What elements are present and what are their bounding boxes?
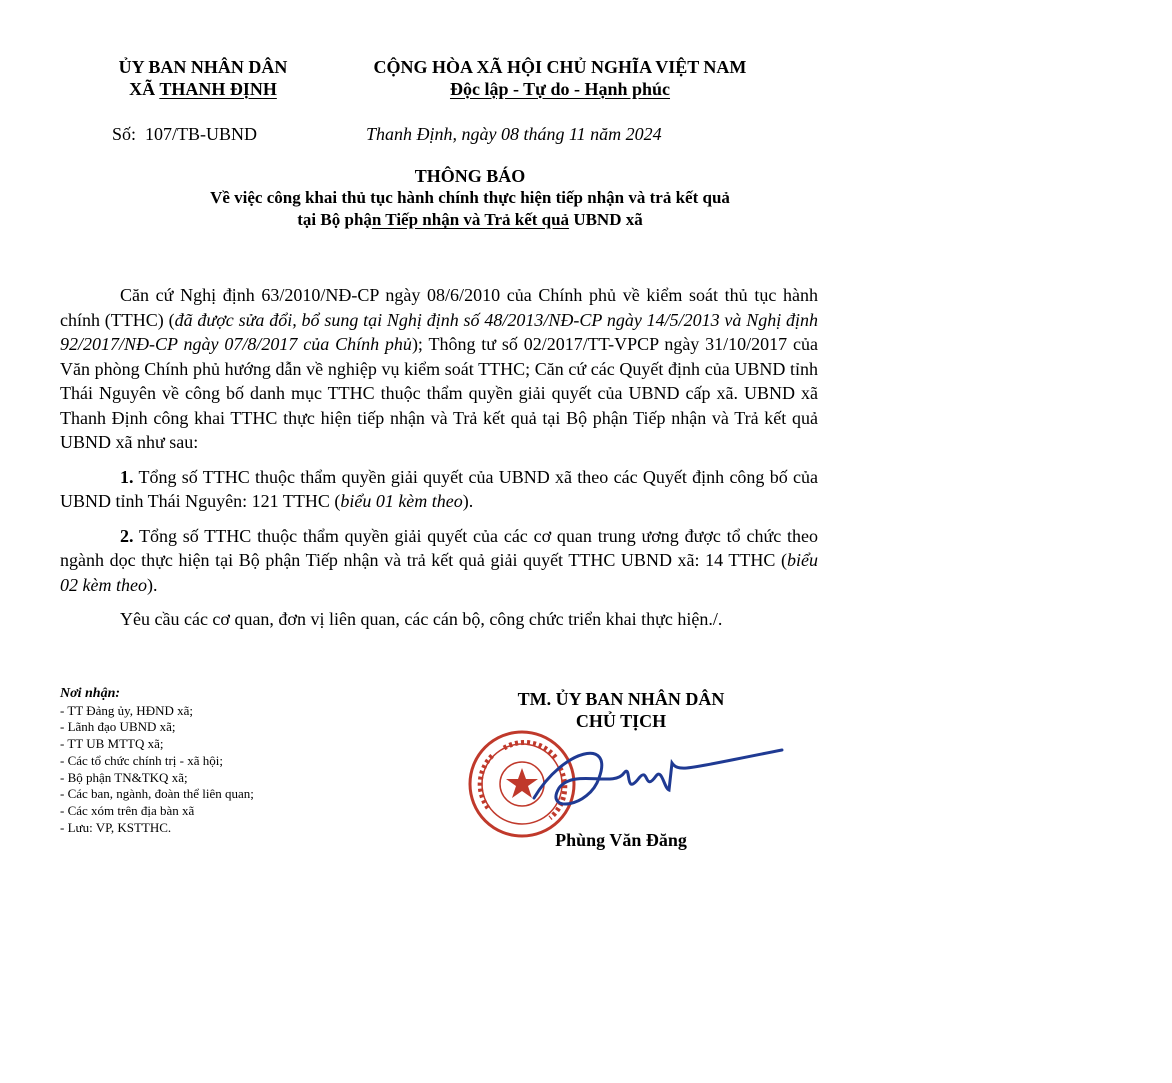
item-2-number: 2.	[120, 525, 134, 546]
item-1-paragraph	[60, 465, 818, 514]
recipient-item: - Lưu: VP, KSTTHC.	[60, 819, 172, 835]
recipient-item: - Các tổ chức chính trị - xã hội;	[60, 752, 223, 768]
document-number-value: 107/TB-UBND	[145, 124, 258, 144]
national-motto	[320, 56, 800, 100]
document-title: THÔNG BÁO	[414, 166, 526, 186]
signer-name: Phùng Văn Đăng	[555, 830, 687, 850]
national-motto-line: Độc lập - Tự do - Hạnh phúc	[449, 79, 671, 99]
recipients-label: Nơi nhận:	[60, 686, 121, 701]
document-title-block	[60, 165, 880, 231]
legal-basis-italic: đã được sửa đổi, bổ sung tại Nghị định số 48/2013/NĐ-CP ngày 14/5/2013 và Nghị định 92/2017/NĐ-CP ngày 07/8/2017 của Chính phủ	[60, 309, 819, 354]
recipient-item: - Bộ phận TN&TKQ xã;	[60, 769, 188, 785]
subtitle-underlined: n Tiếp nhận và Trả kết quả	[371, 210, 570, 229]
item-1-number: 1.	[120, 466, 134, 487]
national-title: CỘNG HÒA XÃ HỘI CHỦ NGHĨA VIỆT NAM	[373, 57, 747, 77]
official-seal-icon	[470, 732, 574, 836]
document-number-label: Số:	[112, 124, 137, 144]
issuing-authority-line1: ỦY BAN NHÂN DÂN	[118, 57, 288, 77]
item-2-paragraph	[60, 524, 818, 598]
legal-basis-text-b: ); Thông tư số 02/2017/TT-VPCP ngày 31/10/2017 của Văn phòng Chính phủ hướng dẫn về nghiệp vụ kiểm soát TTHC; Căn cứ các Quyết định của UBND tỉnh Thái Nguyên về công bố danh mục TTHC thuộc thẩm quyền giải quyết của UBND cấp xã. UBND xã Thanh Định công khai TTHC thực hiện tiếp nhận và Trả kết quả tại Bộ phận Tiếp nhận và Trả kết quả UBND xã như sau:	[60, 334, 818, 452]
legal-basis-paragraph	[60, 283, 818, 455]
item-1-text: Tổng số TTHC thuộc thẩm quyền giải quyết của UBND xã theo các Quyết định công bố của UBND tỉnh Thái Nguyên: 121 TTHC (	[60, 466, 818, 511]
recipient-item: - Các xóm trên địa bàn xã	[60, 802, 195, 818]
recipient-item: - Lãnh đạo UBND xã;	[60, 719, 176, 735]
signature-title: TM. ỦY BAN NHÂN DÂN	[517, 689, 725, 709]
legal-basis-text-a: Căn cứ Nghị định 63/2010/NĐ-CP ngày 08/6/2010 của Chính phủ về kiểm soát thủ tục hành chính (TTHC) (	[60, 285, 818, 330]
recipients-list	[60, 703, 380, 837]
recipient-item: - Các ban, ngành, đoàn thể liên quan;	[60, 786, 254, 802]
item-2-end: ).	[146, 574, 158, 595]
signature-block	[466, 688, 776, 732]
item-1-italic: biểu 01 kèm theo	[340, 491, 463, 511]
subtitle-suffix: UBND xã	[569, 210, 643, 229]
subtitle-prefix: tại Bộ phậ	[297, 210, 372, 229]
recipients-block	[60, 686, 380, 836]
document-number	[112, 124, 257, 145]
document-subtitle-line1: Về việc công khai thủ tục hành chính thực hiện tiếp nhận và trả kết quả	[210, 188, 730, 207]
issuing-authority-name: THANH ĐỊNH	[159, 79, 277, 99]
document-body	[60, 283, 818, 638]
recipient-item: - TT Đảng ủy, HĐND xã;	[60, 702, 193, 718]
recipient-item: - TT UB MTTQ xã;	[60, 736, 164, 752]
item-1-end: ).	[462, 491, 474, 511]
item-2-text: Tổng số TTHC thuộc thẩm quyền giải quyết của các cơ quan trung ương được tổ chức theo ngành dọc thực hiện tại Bộ phận Tiếp nhận và trả kết quả giải quyết TTHC UBND xã: 14 TTHC (	[60, 525, 818, 570]
item-2-italic: biểu 02 kèm theo	[60, 550, 818, 595]
document-place-date: Thanh Định, ngày 08 tháng 11 năm 2024	[366, 124, 662, 144]
signature-position: CHỦ TỊCH	[575, 711, 667, 731]
closing-paragraph: Yêu cầu các cơ quan, đơn vị liên quan, các cán bộ, công chức triển khai thực hiện./.	[120, 609, 723, 629]
issuing-authority-prefix: XÃ	[129, 79, 160, 99]
issuing-authority	[88, 56, 318, 100]
issuing-authority-line2	[88, 78, 318, 100]
document-subtitle-line2	[60, 209, 880, 231]
